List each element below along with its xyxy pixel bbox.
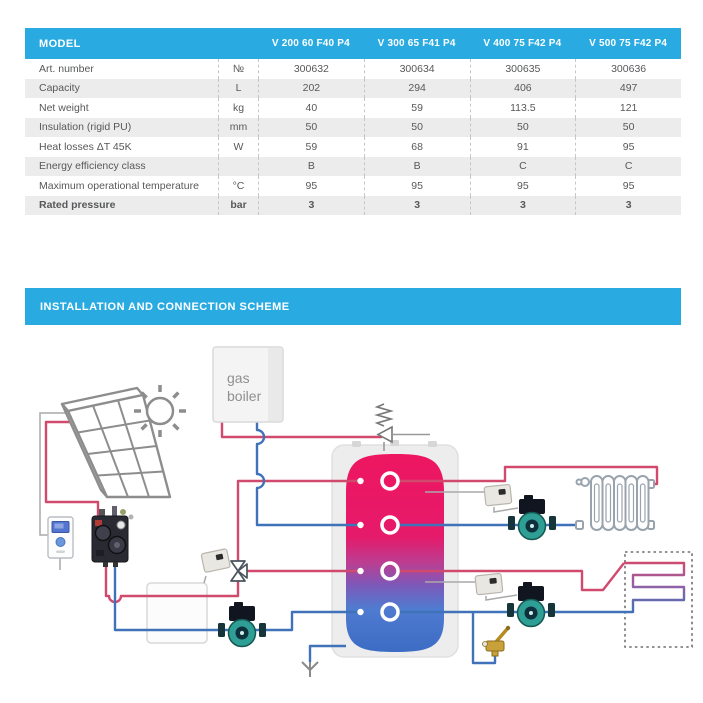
gas-boiler-label-line1: gas [227,370,250,386]
table-row [25,118,681,138]
cell-value: 59 [364,98,470,118]
row-label: Capacity [39,82,80,95]
row-unit: L [218,79,258,99]
row-unit: № [218,59,258,79]
cell-value: 121 [575,98,681,118]
cell-value: C [470,157,576,177]
table-header-row [25,28,681,59]
table-row [25,59,681,79]
section-title: INSTALLATION AND CONNECTION SCHEME [40,300,290,313]
radiator-pump-icon [508,495,556,540]
cell-value: 3 [575,196,681,216]
boiler-pump-icon [218,602,266,647]
cell-value: 300632 [258,59,364,79]
spec-table [25,28,681,215]
gas-boiler-label-line2: boiler [227,388,262,404]
cell-value: 294 [364,79,470,99]
cell-value: 300635 [470,59,576,79]
cell-value: 3 [364,196,470,216]
radiator-icon [576,476,654,530]
model-column-header: V 300 65 F41 P4 [377,38,456,49]
cell-value: 40 [258,98,364,118]
cell-value: 95 [575,176,681,196]
table-row [25,98,681,118]
cell-value: 50 [258,118,364,138]
cell-value: 50 [575,118,681,138]
table-row [25,157,681,177]
table-row [25,79,681,99]
table-row [25,137,681,157]
row-label: Insulation (rigid PU) [39,121,132,134]
cell-value: 3 [258,196,364,216]
cell-value: 95 [470,176,576,196]
model-column-header: V 500 75 F42 P4 [589,38,668,49]
cell-value: 91 [470,137,576,157]
row-label: Energy efficiency class [39,160,146,173]
cell-value: 95 [364,176,470,196]
row-label: Net weight [39,101,89,114]
sensor-box [201,549,230,573]
safety-valve-icon [377,404,430,451]
floor-pump-icon [507,582,555,627]
model-column-header: V 200 60 F40 P4 [271,38,350,49]
cell-value: 95 [258,176,364,196]
mixing-valve-icon [231,561,247,581]
cell-value: 113.5 [470,98,576,118]
cell-value: 59 [258,137,364,157]
row-unit: °C [218,176,258,196]
installation-scheme-diagram [0,330,703,703]
cell-value: 3 [470,196,576,216]
cell-value: 300634 [364,59,470,79]
cell-value: 202 [258,79,364,99]
row-unit [218,157,258,177]
cell-value: 50 [364,118,470,138]
cell-value: C [575,157,681,177]
cell-value: B [258,157,364,177]
fill-valve-icon [483,626,511,656]
section-banner [25,288,681,325]
model-column-header: V 400 75 F42 P4 [483,38,562,49]
cell-value: B [364,157,470,177]
model-header-label: MODEL [39,37,81,50]
drain-icon [302,662,318,677]
row-unit: mm [218,118,258,138]
cell-value: 95 [575,137,681,157]
sensor-box [475,573,503,595]
row-label: Art. number [39,62,94,75]
underfloor-heating-coil [624,563,684,612]
table-row [25,176,681,196]
row-unit: W [218,137,258,157]
solar-controller [48,517,73,558]
row-label: Heat losses ΔT 45K [39,140,132,153]
cell-value: 50 [470,118,576,138]
row-label: Rated pressure [39,199,116,212]
cell-value: 497 [575,79,681,99]
row-unit: bar [218,196,258,216]
cell-value: 406 [470,79,576,99]
buffer-tank [332,440,458,657]
table-row [25,196,681,216]
cell-value: 68 [364,137,470,157]
expansion-box [147,583,207,643]
cell-value: 300636 [575,59,681,79]
sensor-box [484,484,512,506]
gas-boiler [213,347,283,422]
row-label: Maximum operational temperature [39,179,199,192]
row-unit: kg [218,98,258,118]
